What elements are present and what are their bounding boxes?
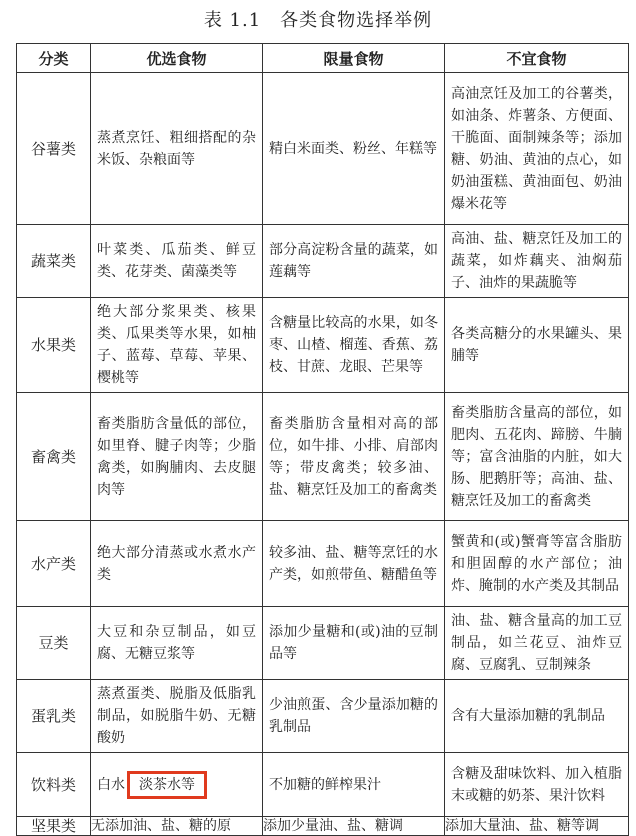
row-avoid: 高油烹饪及加工的谷薯类，如油条、炸薯条、方便面、干脆面、面制辣条等；添加糖、奶油、黄油的点心，如奶油蛋糕、黄油面包、奶油爆米花等 <box>445 73 629 225</box>
highlighted-text-box: 淡茶水等 <box>127 771 207 799</box>
row-preferred: 蒸煮烹饪、粗细搭配的杂米饭、杂粮面等 <box>91 73 263 225</box>
table-row <box>17 753 629 817</box>
row-preferred: 叶菜类、瓜茄类、鲜豆类、花芽类、菌藻类等 <box>91 225 263 298</box>
table-row <box>17 521 629 607</box>
row-limited: 畜类脂肪含量相对高的部位，如牛排、小排、肩部肉等；带皮禽类；较多油、盐、糖烹饪及加工的畜禽类 <box>263 393 445 521</box>
row-preferred: 绝大部分浆果类、核果类、瓜果类等水果，如柚子、蓝莓、草莓、苹果、樱桃等 <box>91 298 263 393</box>
table-row <box>17 73 629 225</box>
header-category: 分类 <box>17 44 91 73</box>
row-avoid: 添加大量油、盐、糖等调 <box>445 817 629 836</box>
header-preferred: 优选食物 <box>91 44 263 73</box>
row-avoid: 各类高糖分的水果罐头、果脯等 <box>445 298 629 393</box>
row-limited: 少油煎蛋、含少量添加糖的乳制品 <box>263 680 445 753</box>
header-avoid: 不宜食物 <box>445 44 629 73</box>
table-row <box>17 680 629 753</box>
row-preferred: 蒸煮蛋类、脱脂及低脂乳制品，如脱脂牛奶、无糖酸奶 <box>91 680 263 753</box>
row-category: 水产类 <box>17 521 91 607</box>
row-avoid: 含糖及甜味饮料、加入植脂末或糖的奶茶、果汁饮料 <box>445 753 629 817</box>
row-limited: 添加少量糖和(或)油的豆制品等 <box>263 607 445 680</box>
row-preferred: 绝大部分清蒸或水煮水产类 <box>91 521 263 607</box>
row-avoid: 含有大量添加糖的乳制品 <box>445 680 629 753</box>
table-caption: 表 1.1 各类食物选择举例 <box>203 10 433 31</box>
row-avoid: 油、盐、糖含量高的加工豆制品，如兰花豆、油炸豆腐、豆腐乳、豆制辣条 <box>445 607 629 680</box>
row-limited: 精白米面类、粉丝、年糕等 <box>263 73 445 225</box>
row-limited: 添加少量油、盐、糖调 <box>263 817 445 836</box>
table-row <box>17 607 629 680</box>
row-category: 豆类 <box>17 607 91 680</box>
table-row <box>17 225 629 298</box>
food-choice-table <box>16 43 629 836</box>
header-row <box>17 44 629 73</box>
row-preferred: 无添加油、盐、糖的原 <box>91 817 263 836</box>
row-category: 畜禽类 <box>17 393 91 521</box>
row-preferred: 畜类脂肪含量低的部位，如里脊、腱子肉等；少脂禽类，如胸脯肉、去皮腿肉等 <box>91 393 263 521</box>
table-row <box>17 298 629 393</box>
row-preferred <box>91 753 263 817</box>
table-row <box>17 393 629 521</box>
row-avoid: 高油、盐、糖烹饪及加工的蔬菜，如炸藕夹、油焖茄子、油炸的果蔬脆等 <box>445 225 629 298</box>
row-preferred: 大豆和杂豆制品，如豆腐、无糖豆浆等 <box>91 607 263 680</box>
row-category: 蛋乳类 <box>17 680 91 753</box>
row-category: 坚果类 <box>17 817 91 836</box>
row-avoid: 蟹黄和(或)蟹膏等富含脂肪和胆固醇的水产部位；油炸、腌制的水产类及其制品 <box>445 521 629 607</box>
preferred-prefix: 白水 <box>97 776 125 793</box>
row-category: 蔬菜类 <box>17 225 91 298</box>
row-limited: 较多油、盐、糖等烹饪的水产类，如煎带鱼、糖醋鱼等 <box>263 521 445 607</box>
row-avoid: 畜类脂肪含量高的部位，如肥肉、五花肉、蹄膀、牛腩等；富含油脂的内脏，如大肠、肥鹅肝等；高油、盐、糖烹饪及加工的畜禽类 <box>445 393 629 521</box>
row-limited: 部分高淀粉含量的蔬菜，如莲藕等 <box>263 225 445 298</box>
row-category: 饮料类 <box>17 753 91 817</box>
table-row <box>17 817 629 836</box>
row-limited: 含糖量比较高的水果，如冬枣、山楂、榴莲、香蕉、荔枝、甘蔗、龙眼、芒果等 <box>263 298 445 393</box>
row-category: 谷薯类 <box>17 73 91 225</box>
row-limited: 不加糖的鲜榨果汁 <box>263 753 445 817</box>
header-limited: 限量食物 <box>263 44 445 73</box>
row-category: 水果类 <box>17 298 91 393</box>
